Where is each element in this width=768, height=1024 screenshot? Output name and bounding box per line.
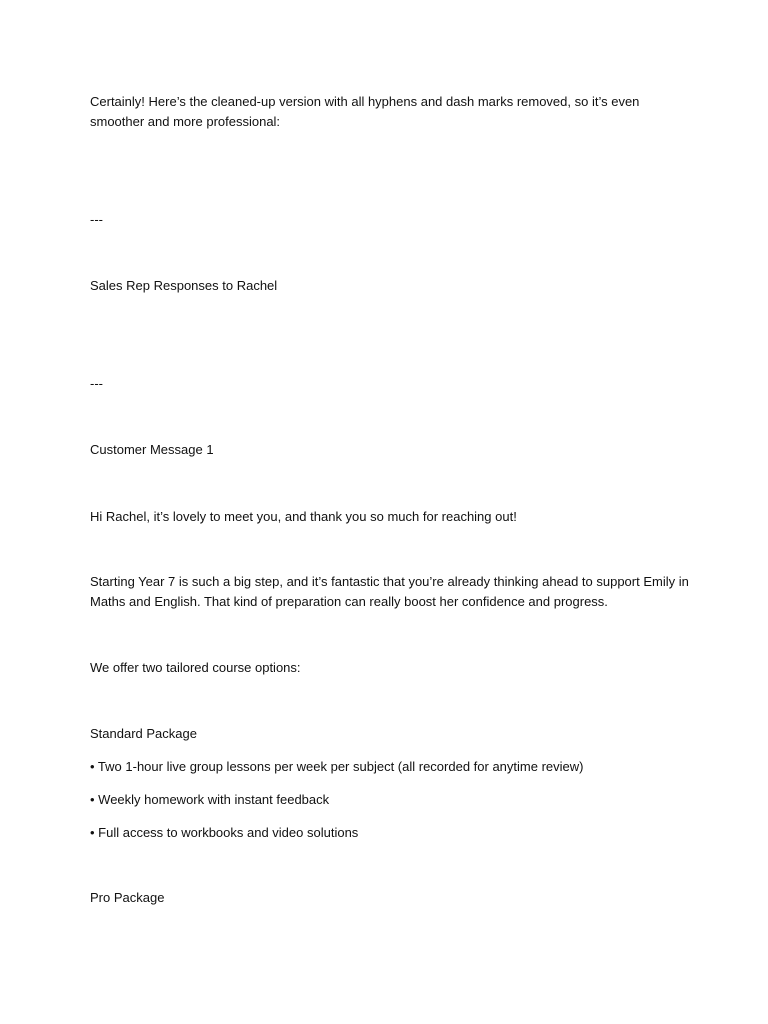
- standard-package-item: • Two 1-hour live group lessons per week per subject (all recorded for anytime review): [90, 759, 584, 774]
- section-title: Customer Message 1: [90, 442, 214, 457]
- separator-2: ---: [90, 376, 103, 391]
- pro-package-title: Pro Package: [90, 890, 165, 905]
- greeting-text: Hi Rachel, it’s lovely to meet you, and thank you so much for reaching out!: [90, 509, 517, 524]
- intro-text: Certainly! Here’s the cleaned-up version with all hyphens and dash marks removed, so it’s even smoother and more professional:: [90, 94, 640, 129]
- standard-package-item: • Full access to workbooks and video solutions: [90, 825, 359, 840]
- standard-package-title: Standard Package: [90, 726, 197, 741]
- paragraph-2: We offer two tailored course options:: [90, 660, 301, 675]
- standard-package-item: • Weekly homework with instant feedback: [90, 792, 330, 807]
- document-heading: Sales Rep Responses to Rachel: [90, 278, 278, 293]
- separator-1: ---: [90, 212, 103, 227]
- paragraph-1: Starting Year 7 is such a big step, and it’s fantastic that you’re already thinking ahead to support Emily in Maths and English. That kind of preparation can really boost her confidence and progress.: [90, 574, 689, 609]
